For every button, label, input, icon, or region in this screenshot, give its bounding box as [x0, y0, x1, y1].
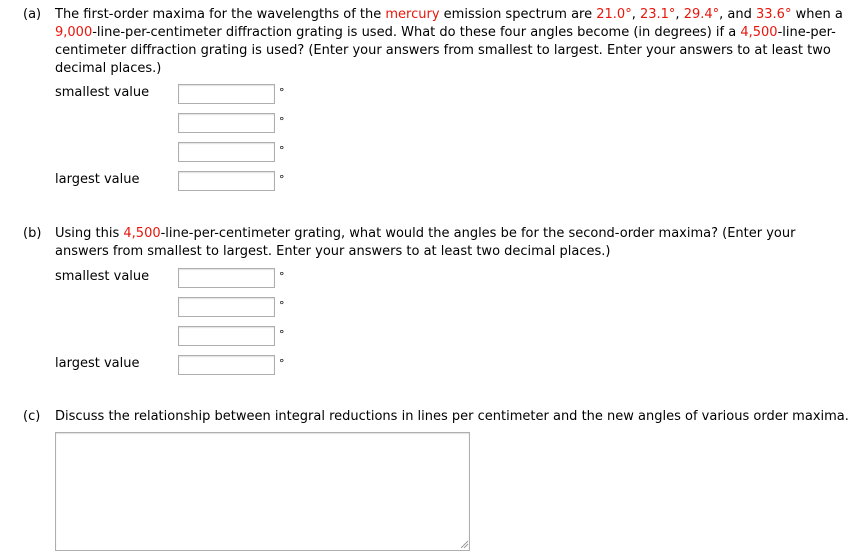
part-b-answer-3-input[interactable] [178, 326, 275, 346]
part-a-smallest-label: smallest value [55, 85, 150, 100]
part-c-label: (c) [23, 409, 41, 424]
grating-4500-highlight: 4,500 [740, 25, 778, 40]
part-b-answer-2-input[interactable] [178, 297, 275, 317]
degree-unit: ° [279, 173, 285, 186]
part-b-text-2: -line-per-centimeter grating, what would the angles be for the second-order maxima? (Enter your answers from smallest to largest. Enter your answers to at least two decimal places.) [55, 226, 796, 259]
part-a-sep-2: , [675, 7, 684, 22]
part-b-answer-row-1 [55, 268, 355, 290]
part-a [23, 6, 853, 196]
part-a-text-3: , and [719, 7, 756, 22]
grating-4500-highlight: 4,500 [123, 226, 161, 241]
part-c-question: Discuss the relationship between integral reductions in lines per centimeter and the new angles of various order maxima. [55, 409, 849, 424]
part-a-answer-2-input[interactable] [178, 113, 275, 133]
part-a-answer-row-4 [55, 171, 355, 193]
angle-3-highlight: 29.4° [683, 7, 720, 22]
part-b-question [55, 225, 850, 261]
part-c [23, 408, 853, 428]
part-b [23, 225, 853, 380]
part-b-smallest-label: smallest value [55, 269, 150, 284]
angle-4-highlight: 33.6° [756, 7, 792, 22]
part-b-answer-4-input[interactable] [178, 355, 275, 375]
part-a-sep-1: , [631, 7, 640, 22]
degree-unit: ° [279, 115, 285, 128]
degree-unit: ° [279, 86, 285, 99]
degree-unit: ° [279, 299, 285, 312]
part-a-answer-row-2 [55, 113, 355, 135]
part-a-text-2: emission spectrum are [439, 7, 597, 22]
part-a-question [55, 6, 850, 78]
part-a-answer-4-input[interactable] [178, 171, 275, 191]
part-a-text-5: -line-per-centimeter diffraction grating is used. What do these four angles become (in degrees) if a [92, 25, 741, 40]
part-a-text-6: -line-per-centimeter diffraction grating is used? (Enter your answers from smallest to largest. Enter your answers to at least two decimal places.) [55, 25, 836, 76]
angle-2-highlight: 23.1° [639, 7, 676, 22]
part-b-answer-row-4 [55, 355, 355, 377]
part-a-text-1: The first-order maxima for the wavelengths of the [55, 7, 386, 22]
part-a-largest-label: largest value [55, 172, 140, 187]
part-b-text-1: Using this [55, 226, 124, 241]
degree-unit: ° [279, 144, 285, 157]
part-b-answer-row-2 [55, 297, 355, 319]
part-a-text-4: when a [791, 7, 843, 22]
angle-1-highlight: 21.0° [596, 7, 632, 22]
part-b-answer-1-input[interactable] [178, 268, 275, 288]
degree-unit: ° [279, 357, 285, 370]
resize-grip-icon[interactable] [459, 539, 469, 549]
part-b-largest-label: largest value [55, 356, 140, 371]
part-b-answer-row-3 [55, 326, 355, 348]
part-a-answer-row-1 [55, 84, 355, 106]
mercury-highlight: mercury [385, 7, 440, 22]
part-a-answer-3-input[interactable] [178, 142, 275, 162]
part-a-answer-row-3 [55, 142, 355, 164]
grating-9000-highlight: 9,000 [55, 25, 93, 40]
part-a-label: (a) [23, 7, 42, 22]
part-a-answer-1-input[interactable] [178, 84, 275, 104]
part-c-discussion-textarea[interactable] [55, 432, 470, 551]
degree-unit: ° [279, 328, 285, 341]
part-b-label: (b) [23, 226, 42, 241]
degree-unit: ° [279, 270, 285, 283]
